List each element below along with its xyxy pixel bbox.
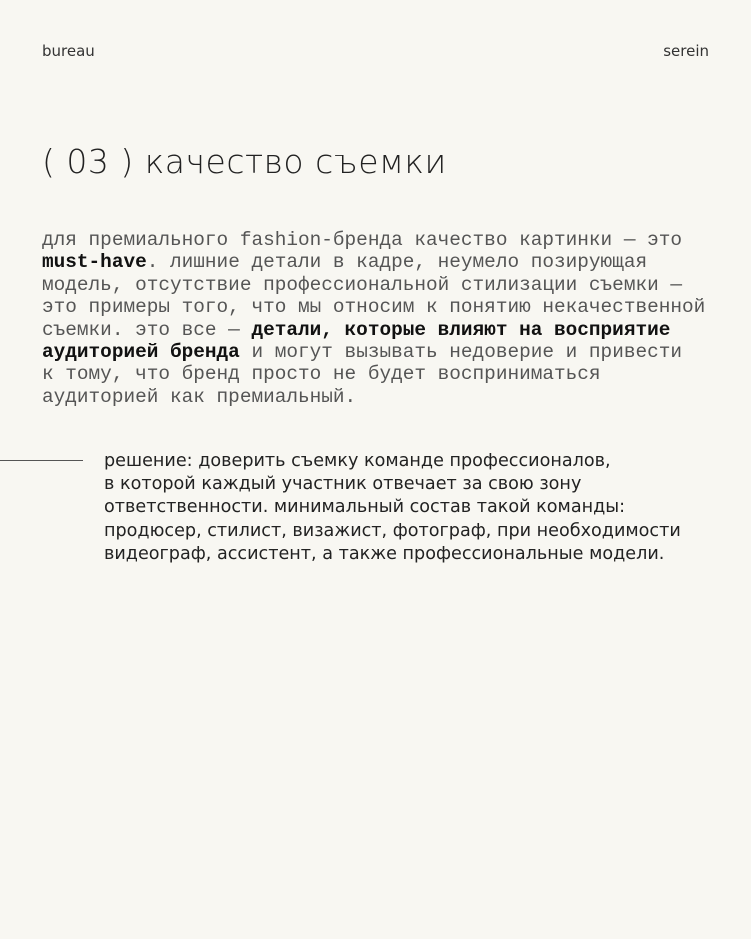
divider-line: [0, 460, 83, 461]
text: съемки. это все —: [42, 318, 252, 341]
problem-paragraph: [42, 229, 732, 408]
text: для премиального fashion-бренда качество картинки — это: [42, 229, 682, 251]
text: к тому, что бренд просто не будет восприниматься: [42, 363, 601, 386]
bold-text: детали, которые влияют на восприятие: [251, 318, 671, 341]
brand-right: serein: [663, 42, 709, 60]
text: это примеры того, что мы относим к понятию некачественной: [42, 296, 706, 319]
text: и могут вызывать недоверие и привести: [239, 341, 683, 364]
solution-paragraph: [104, 450, 681, 566]
brand-left: bureau: [42, 42, 95, 60]
bold-text: аудиторией бренда: [42, 341, 240, 364]
text: решение: доверить съемку команде профессионалов,: [104, 451, 611, 471]
text: . лишние детали в кадре, неумело позирующая: [146, 251, 648, 274]
text: видеограф, ассистент, а также профессиональные модели.: [104, 543, 665, 564]
text: аудиторией как премиальный.: [42, 385, 357, 408]
bold-text: must-have: [42, 251, 147, 274]
text: модель, отсутствие профессиональной стилизации съемки —: [42, 273, 682, 296]
text: продюсер, стилист, визажист, фотограф, при необходимости: [104, 520, 681, 541]
text: в которой каждый участник отвечает за свою зону: [104, 474, 582, 495]
page-title: ( 03 ) качество съемки: [42, 142, 447, 181]
text: ответственности. минимальный состав такой команды:: [104, 497, 626, 518]
